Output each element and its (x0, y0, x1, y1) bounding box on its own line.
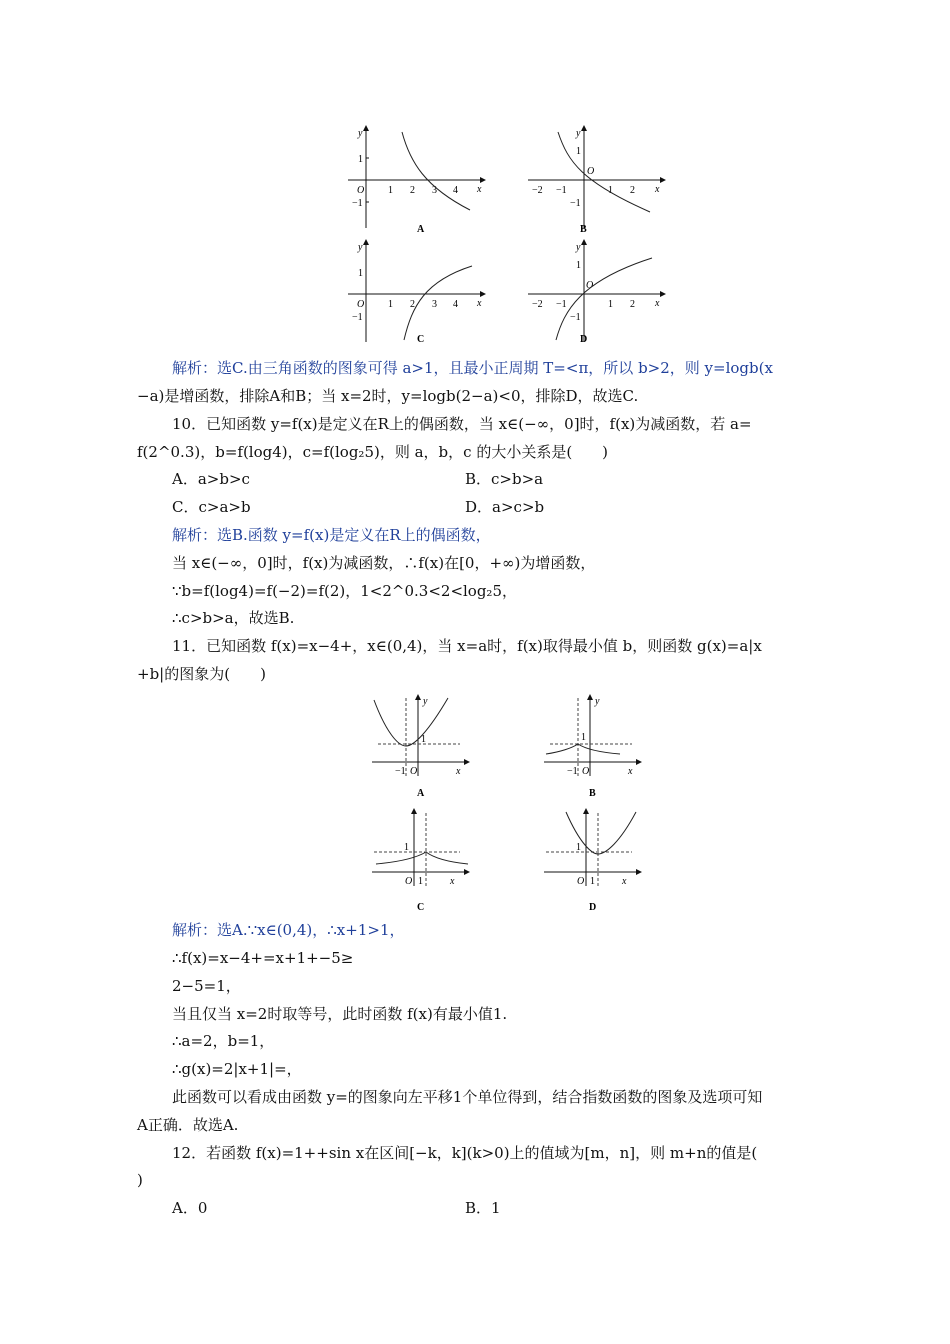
svg-text:1: 1 (608, 299, 613, 310)
svg-text:1: 1 (404, 842, 409, 853)
sol11-line1: 解析：选A.∵x∈(0,4)，∴x+1>1， (172, 921, 405, 939)
q12-stem-line2: ) (137, 1171, 143, 1189)
sol11-line6: ∴g(x)=2|x+1|=， (172, 1060, 302, 1078)
svg-text:1: 1 (590, 876, 595, 887)
q11-stem-line2: +b|的图象为( ) (137, 665, 266, 683)
svg-text:−2: −2 (532, 185, 543, 196)
graph-option-label: A (417, 224, 425, 234)
svg-text:1: 1 (388, 185, 393, 196)
svg-text:1: 1 (358, 268, 363, 279)
q9-graph-a (340, 122, 490, 234)
svg-text:2: 2 (630, 299, 635, 310)
axis-x-label: x (477, 184, 482, 195)
svg-text:1: 1 (421, 734, 426, 745)
svg-text:y: y (358, 242, 363, 253)
svg-text:C: C (417, 902, 425, 912)
svg-text:x: x (450, 876, 455, 887)
svg-text:D: D (580, 334, 588, 345)
svg-text:y: y (576, 242, 581, 253)
sol10-line1: 解析：选B.函数 y=f(x)是定义在R上的偶函数， (172, 526, 491, 544)
svg-text:O: O (410, 766, 418, 777)
svg-text:1: 1 (608, 185, 613, 196)
svg-text:1: 1 (576, 260, 581, 271)
tick-label: −1 (352, 198, 363, 209)
svg-text:−1: −1 (352, 312, 363, 323)
sol10-line4: ∴c>b>a，故选B. (172, 609, 295, 627)
svg-text:x: x (456, 766, 461, 777)
svg-text:2: 2 (410, 299, 415, 310)
svg-text:D: D (589, 902, 597, 912)
q9-graph-c (340, 236, 490, 348)
svg-text:4: 4 (453, 299, 458, 310)
q12-option-a: A．0 (172, 1199, 208, 1217)
sol9-line2: −a)是增函数，排除A和B；当 x=2时，y=logb(2−a)<0，排除D，故选C. (137, 387, 639, 405)
svg-text:−1: −1 (556, 185, 567, 196)
q10-option-a: A．a>b>c (172, 470, 250, 488)
q10-option-b: B．c>b>a (465, 470, 544, 488)
svg-text:x: x (628, 766, 633, 777)
svg-text:O: O (586, 280, 594, 291)
svg-text:2: 2 (630, 185, 635, 196)
q10-option-c: C．c>a>b (172, 498, 251, 516)
tick-label: 1 (358, 154, 363, 165)
svg-text:1: 1 (388, 299, 393, 310)
q11-stem-line1: 11．已知函数 f(x)=x−4+，x∈(0,4)，当 x=a时，f(x)取得最小值 b，则函数 g(x)=a|x (172, 637, 762, 655)
svg-text:O: O (582, 766, 590, 777)
svg-text:O: O (357, 299, 365, 310)
q11-graph-d (540, 806, 650, 912)
svg-text:1: 1 (576, 842, 581, 853)
svg-text:C: C (417, 334, 425, 345)
q10-stem-line1: 10．已知函数 y=f(x)是定义在R上的偶函数，当 x∈(−∞，0]时，f(x)为减函数，若 a= (172, 415, 752, 433)
svg-text:O: O (405, 876, 413, 887)
axis-y-label: y (358, 128, 363, 139)
svg-text:2: 2 (410, 185, 415, 196)
svg-text:B: B (580, 224, 587, 234)
q9-graph-d (520, 236, 670, 348)
svg-text:y: y (576, 128, 581, 139)
sol10-line2: 当 x∈(−∞，0]时，f(x)为减函数，∴f(x)在[0，+∞)为增函数， (172, 554, 596, 572)
svg-text:O: O (587, 166, 595, 177)
svg-text:3: 3 (432, 299, 437, 310)
q11-graph-a (368, 692, 478, 798)
svg-text:B: B (589, 788, 596, 798)
q12-option-b: B．1 (465, 1199, 501, 1217)
q11-graph-b (540, 692, 650, 798)
svg-text:x: x (477, 298, 482, 309)
svg-text:A: A (417, 788, 425, 798)
svg-text:3: 3 (432, 185, 437, 196)
svg-text:−1: −1 (570, 198, 581, 209)
q10-stem-line2: f(2^0.3)，b=f(log4)，c=f(log₂5)，则 a，b，c 的大小关系是( ) (137, 443, 609, 461)
svg-text:1: 1 (576, 146, 581, 157)
svg-text:x: x (622, 876, 627, 887)
svg-text:1: 1 (418, 876, 423, 887)
sol11-line8: A正确．故选A. (137, 1116, 239, 1134)
sol10-line3: ∵b=f(log4)=f(−2)=f(2)，1<2^0.3<2<log₂5， (172, 582, 517, 600)
svg-text:−1: −1 (567, 766, 578, 777)
svg-text:O: O (577, 876, 585, 887)
svg-text:−1: −1 (395, 766, 406, 777)
origin-label: O (357, 185, 365, 196)
svg-text:−1: −1 (570, 312, 581, 323)
sol11-line3: 2−5=1， (172, 977, 241, 995)
q11-graph-c (368, 806, 478, 912)
q12-stem-line1: 12．若函数 f(x)=1++sin x在区间[−k，k](k>0)上的值域为[m，n]，则 m+n的值是( (172, 1144, 758, 1162)
svg-text:y: y (423, 696, 428, 707)
svg-text:y: y (595, 696, 600, 707)
sol11-line7: 此函数可以看成由函数 y=的图象向左平移1个单位得到，结合指数函数的图象及选项可知 (172, 1088, 763, 1106)
q9-graph-b (520, 122, 670, 234)
sol11-line5: ∴a=2，b=1， (172, 1032, 275, 1050)
svg-text:x: x (655, 298, 660, 309)
svg-text:1: 1 (581, 732, 586, 743)
sol11-line4: 当且仅当 x=2时取等号，此时函数 f(x)有最小值1. (172, 1005, 508, 1023)
svg-text:−2: −2 (532, 299, 543, 310)
svg-text:4: 4 (453, 185, 458, 196)
sol9-line1: 解析：选C.由三角函数的图象可得 a>1，且最小正周期 T=<π，所以 b>2，则 y=logb(x (172, 359, 773, 377)
svg-text:x: x (655, 184, 660, 195)
q10-option-d: D．a>c>b (465, 498, 545, 516)
svg-text:−1: −1 (556, 299, 567, 310)
sol11-line2: ∴f(x)=x−4+=x+1+−5≥ (172, 949, 354, 967)
